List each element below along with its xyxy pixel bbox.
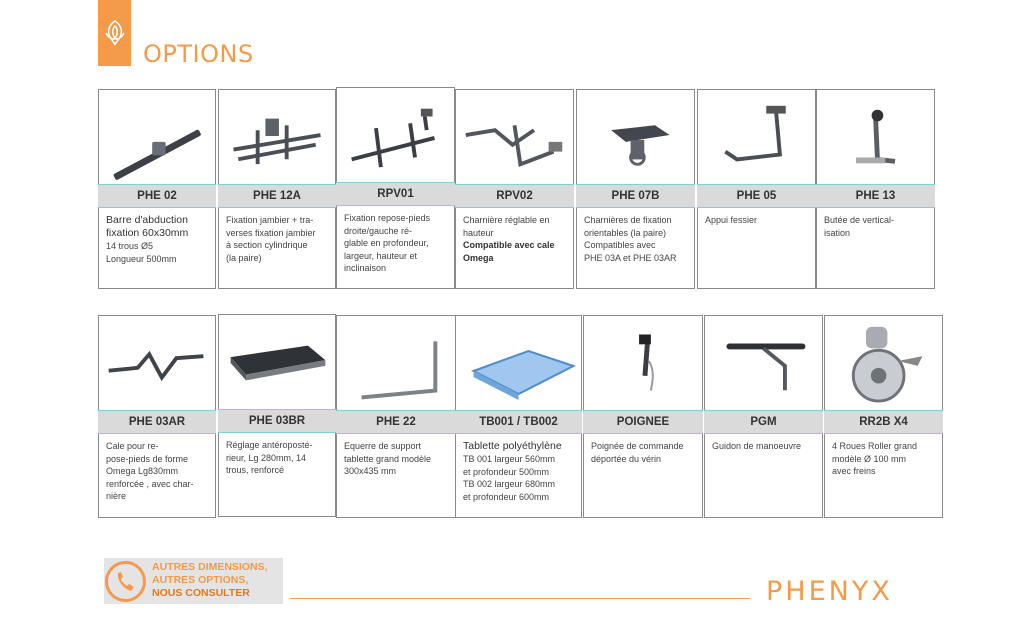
product-image bbox=[219, 315, 335, 409]
product-description bbox=[824, 214, 929, 239]
product-description bbox=[226, 214, 330, 264]
contact-line-3: NOUS CONSULTER bbox=[152, 587, 250, 599]
product-card bbox=[218, 89, 336, 289]
description-line: renforcée , avec char- bbox=[106, 478, 194, 489]
description-line: à section cylindrique bbox=[226, 240, 308, 250]
contact-text bbox=[152, 561, 268, 600]
product-image bbox=[817, 90, 934, 184]
product-card bbox=[704, 315, 823, 518]
product-image bbox=[698, 90, 815, 184]
description-line: Guidon de manoeuvre bbox=[712, 441, 802, 451]
description-line: largeur, hauteur et bbox=[344, 250, 418, 261]
description-line: fixation 60x30mm bbox=[106, 227, 189, 239]
description-line: Barre d'abduction bbox=[106, 214, 188, 226]
product-code: RPV02 bbox=[455, 184, 574, 208]
product-card bbox=[583, 315, 703, 518]
product-card bbox=[218, 314, 336, 517]
contact-line-1: AUTRES DIMENSIONS, bbox=[152, 561, 268, 573]
description-line: Butée de vertical- bbox=[824, 215, 895, 225]
description-line: (la paire) bbox=[226, 252, 262, 263]
product-description bbox=[712, 440, 817, 453]
product-card bbox=[816, 89, 935, 289]
description-line: Charnière réglable en bbox=[463, 215, 550, 225]
product-description bbox=[106, 214, 210, 265]
description-line: Cale pour re- bbox=[106, 441, 159, 451]
description-line: pose-pieds de forme bbox=[106, 453, 189, 464]
description-line: 14 trous Ø5 bbox=[106, 241, 154, 251]
product-code: TB001 / TB002 bbox=[455, 410, 582, 434]
product-code: RR2B X4 bbox=[824, 410, 943, 434]
contact-line-2: AUTRES OPTIONS, bbox=[152, 574, 249, 586]
product-code: PHE 03AR bbox=[98, 410, 216, 434]
description-line: déportée du vérin bbox=[591, 453, 662, 464]
description-line: nière bbox=[106, 491, 127, 501]
description-line: orientables (la paire) bbox=[584, 227, 667, 238]
product-description bbox=[591, 440, 697, 465]
product-description bbox=[463, 214, 568, 264]
product-image bbox=[825, 316, 942, 410]
product-card bbox=[576, 89, 695, 289]
description-line: inclinaison bbox=[344, 263, 387, 273]
description-line: Charnières de fixation bbox=[584, 215, 672, 225]
product-card bbox=[697, 89, 816, 289]
description-line: Compatibles avec bbox=[584, 240, 656, 250]
description-line: 300x435 mm bbox=[344, 466, 397, 476]
description-line: Longueur 500mm bbox=[106, 253, 177, 264]
product-card bbox=[336, 87, 455, 289]
description-line: rieur, Lg 280mm, 14 bbox=[226, 452, 307, 463]
description-line: Omega Lg830mm bbox=[106, 466, 179, 476]
description-line: 4 Roues Roller grand bbox=[832, 441, 918, 451]
description-line: trous, renforcé bbox=[226, 465, 285, 475]
logo-emblem bbox=[98, 0, 131, 66]
description-line: avec freins bbox=[832, 466, 876, 476]
product-card bbox=[98, 315, 216, 518]
product-card bbox=[336, 315, 456, 518]
product-image bbox=[705, 316, 822, 410]
description-line: Equerre de support bbox=[344, 441, 422, 451]
product-description bbox=[832, 440, 937, 478]
product-card bbox=[98, 89, 216, 289]
product-code: PHE 02 bbox=[98, 184, 216, 208]
description-line: et profondeur 600mm bbox=[463, 491, 550, 502]
product-code: PGM bbox=[704, 410, 823, 434]
product-image bbox=[577, 90, 694, 184]
description-line: isation bbox=[824, 227, 851, 238]
product-image bbox=[584, 316, 702, 410]
product-code: RPV01 bbox=[336, 182, 455, 206]
product-image bbox=[99, 90, 215, 184]
product-description bbox=[463, 440, 576, 503]
brand-wordmark: PHENYX bbox=[766, 576, 893, 607]
product-description bbox=[226, 439, 330, 477]
product-image bbox=[219, 90, 335, 184]
description-line: PHE 03A et PHE 03AR bbox=[584, 252, 677, 263]
product-code: PHE 12A bbox=[218, 184, 336, 208]
product-code: PHE 07B bbox=[576, 184, 695, 208]
description-line: Appui fessier bbox=[705, 215, 758, 225]
product-code: POIGNEE bbox=[583, 410, 703, 434]
product-image bbox=[456, 90, 573, 184]
description-line: TB 001 largeur 560mm bbox=[463, 454, 556, 464]
product-description bbox=[106, 440, 210, 503]
description-line: Fixation jambier + tra- bbox=[226, 215, 314, 225]
phenyx-emblem-icon bbox=[102, 19, 128, 47]
product-card bbox=[824, 315, 943, 518]
product-description bbox=[584, 214, 689, 264]
description-line: verses fixation jambier bbox=[226, 227, 316, 238]
product-description bbox=[344, 440, 450, 478]
product-description bbox=[705, 214, 810, 227]
product-image bbox=[337, 316, 455, 410]
description-line: Omega bbox=[463, 252, 494, 263]
product-code: PHE 22 bbox=[336, 410, 456, 434]
description-line: et profondeur 500mm bbox=[463, 466, 550, 477]
product-code: PHE 03BR bbox=[218, 409, 336, 433]
description-line: Réglage antéroposté- bbox=[226, 440, 313, 450]
product-card bbox=[455, 89, 574, 289]
product-code: PHE 05 bbox=[697, 184, 816, 208]
footer-divider bbox=[290, 598, 750, 599]
description-line: tablette grand modèle bbox=[344, 453, 432, 464]
description-line: droite/gauche ré- bbox=[344, 225, 413, 236]
product-image bbox=[337, 88, 454, 182]
description-line: hauteur bbox=[463, 227, 494, 238]
product-image bbox=[456, 316, 581, 410]
page-title: OPTIONS bbox=[143, 40, 254, 68]
description-line: Fixation repose-pieds bbox=[344, 213, 431, 223]
description-line: TB 002 largeur 680mm bbox=[463, 479, 556, 489]
product-description bbox=[344, 212, 449, 275]
description-line: Poignée de commande bbox=[591, 441, 684, 451]
description-line: modèle Ø 100 mm bbox=[832, 453, 907, 464]
description-line: Compatible avec cale bbox=[463, 240, 555, 250]
product-image bbox=[99, 316, 215, 410]
phone-icon bbox=[104, 560, 147, 603]
description-line: Tablette polyéthylène bbox=[463, 440, 562, 452]
product-card bbox=[455, 315, 582, 518]
product-code: PHE 13 bbox=[816, 184, 935, 208]
description-line: glable en profondeur, bbox=[344, 238, 429, 248]
